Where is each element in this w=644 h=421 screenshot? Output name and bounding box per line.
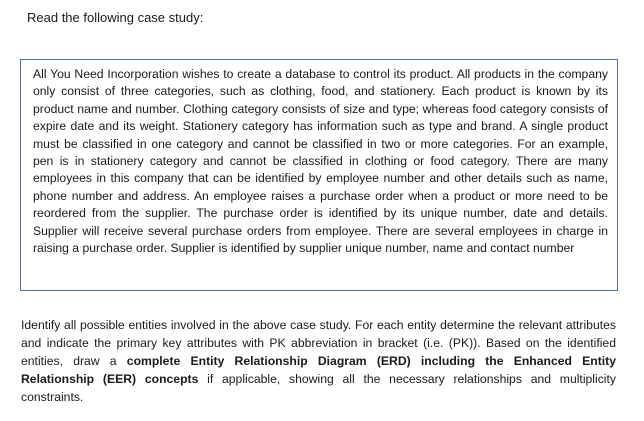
instructions-part-2: if applicable, showing all the necessary relationships and multiplicity constraints. xyxy=(21,372,616,404)
instructions-part-1: Identify all possible entities involved in the above case study. For each entity determine the relevant attributes and indicate the primary key attributes with PK abbreviation in bracket (i.e. (PK)). Based on the identified entities, draw a xyxy=(21,318,616,368)
case-study-text: All You Need Incorporation wishes to create a database to control its product. All products in the company only consist of three categories, such as clothing, food, and stationery. Each product is known by its product name and number. Clothing category consists of size and type; whereas food category consists of expire date and its weight. Stationery category has information such as type and brand. A single product must be classified in one category and cannot be classified in two or more categories. For an example, pen is in stationery category and cannot be classified in clothing or food category. There are many employees in this company that can be identified by employee number and other details such as name, phone number and address. An employee raises a purchase order when a product or more need to be reordered from the supplier. The purchase order is identified by its unique number, date and details. Supplier will receive several purchase orders from employee. There are several employees in charge in raising a purchase order. Supplier is identified by supplier unique number, name and contact number xyxy=(33,67,608,256)
intro-text: Read the following case study: xyxy=(27,10,204,25)
instructions-bold-erd: complete Entity Relationship Diagram (ERD) including the Enhanced Entity Relationship (EER) concepts xyxy=(21,354,617,386)
case-study-box xyxy=(20,59,618,291)
instructions-paragraph xyxy=(21,316,616,406)
